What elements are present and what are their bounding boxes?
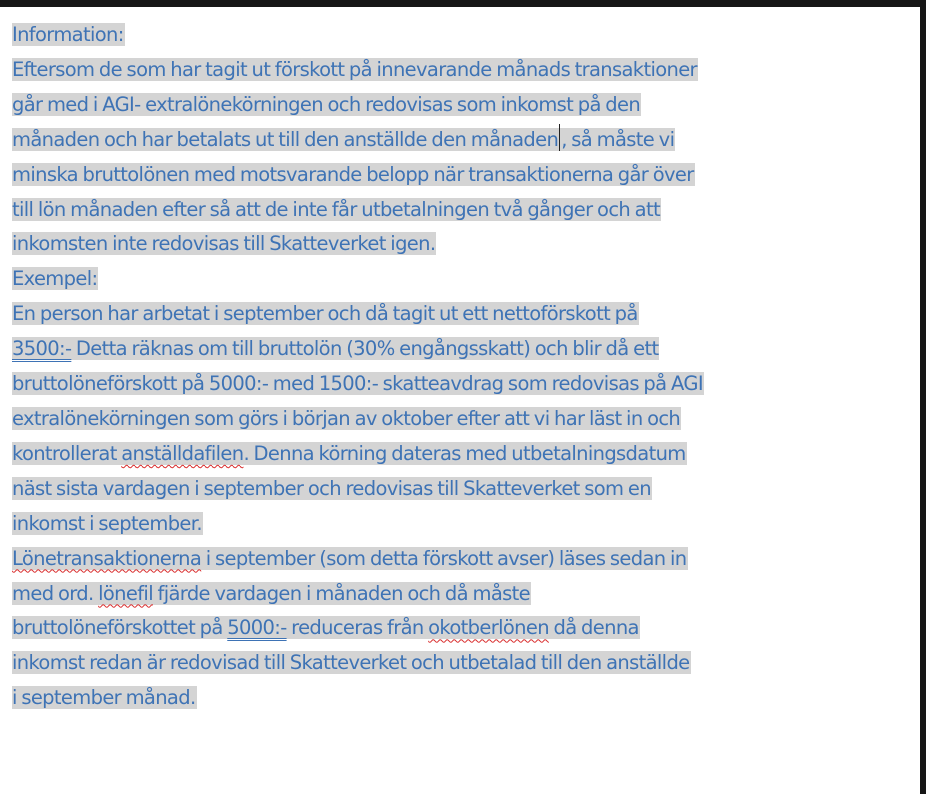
text-line[interactable]	[12, 193, 920, 228]
selection-highlight	[12, 93, 641, 116]
text-line[interactable]	[12, 542, 920, 577]
text-line[interactable]	[12, 507, 920, 542]
text-line[interactable]	[12, 297, 920, 332]
text-line[interactable]	[12, 227, 920, 262]
text-line[interactable]	[12, 262, 920, 297]
text-run: , så måste vi	[561, 127, 675, 151]
text-line[interactable]	[12, 332, 920, 367]
spelling-error-word: okotberlönen	[428, 616, 549, 640]
text-line[interactable]	[12, 18, 920, 53]
text-run: . Denna körning dateras med utbetalningsdatum	[243, 441, 686, 465]
text-line[interactable]	[12, 681, 920, 716]
selection-highlight	[12, 686, 197, 709]
text-run: månaden och har betalats ut till den anställde den månaden	[12, 127, 559, 151]
selection-highlight	[12, 651, 691, 674]
selection-highlight	[12, 372, 704, 395]
selection-highlight	[12, 267, 98, 290]
text-run: bruttolöneförskott på 5000:- med 1500:- skatteavdrag som redovisas på AGI	[12, 372, 703, 396]
spelling-error-word: Lönetransaktionerna	[12, 546, 202, 570]
text-run: extralönekörningen som görs i början av oktober efter att vi har läst in och	[12, 406, 681, 430]
text-line[interactable]	[12, 472, 920, 507]
text-run: med ord.	[12, 581, 99, 605]
spelling-error-word: lönefil	[98, 581, 153, 605]
text-line[interactable]	[12, 646, 920, 681]
selection-highlight	[12, 198, 661, 221]
selection-highlight	[12, 232, 436, 255]
text-line[interactable]	[12, 53, 920, 88]
selection-highlight	[12, 442, 687, 465]
selection-highlight	[12, 58, 698, 81]
text-run: Eftersom de som har tagit ut förskott på innevarande månads transaktioner	[12, 57, 697, 81]
text-run: går med i AGI- extralönekörningen och redovisas som inkomst på den	[12, 92, 641, 116]
text-run: i september månad.	[12, 686, 196, 710]
text-line[interactable]	[12, 367, 920, 402]
text-run: till lön månaden efter så att de inte får utbetalningen två gånger och att	[12, 197, 660, 221]
selection-highlight	[12, 23, 125, 46]
window-right-edge	[920, 0, 926, 794]
text-run: reduceras från	[286, 616, 429, 640]
text-run: då denna	[548, 616, 639, 640]
selection-highlight	[12, 547, 688, 570]
text-run: inkomsten inte redovisas till Skatteverket igen.	[12, 232, 436, 256]
document-body[interactable]	[12, 18, 920, 716]
text-run: i september (som detta förskott avser) läses sedan in	[201, 546, 687, 570]
text-line[interactable]	[12, 158, 920, 193]
text-run: inkomst redan är redovisad till Skatteverket och utbetalad till den anställde	[12, 651, 690, 675]
grammar-flag-word: 5000:-	[227, 616, 287, 640]
text-line[interactable]	[12, 437, 920, 472]
text-run: Detta räknas om till bruttolön (30% engångsskatt) och blir då ett	[71, 337, 659, 361]
text-run: minska bruttolönen med motsvarande belopp när transaktionerna går över	[12, 162, 694, 186]
text-run: fjärde vardagen i månaden och då måste	[152, 581, 531, 605]
selection-highlight	[12, 302, 639, 325]
text-line[interactable]	[12, 577, 920, 612]
text-line[interactable]	[12, 123, 920, 158]
text-line[interactable]	[12, 611, 920, 646]
text-run: Information:	[12, 23, 124, 46]
selection-highlight	[12, 407, 681, 430]
selection-highlight	[12, 128, 675, 151]
text-run: näst sista vardagen i september och redovisas till Skatteverket som en	[12, 476, 651, 500]
selection-highlight	[12, 616, 640, 639]
text-line[interactable]	[12, 88, 920, 123]
selection-highlight	[12, 582, 531, 605]
window-top-edge	[0, 0, 926, 7]
selection-highlight	[12, 512, 203, 535]
spelling-error-word: anställdafilen	[121, 441, 244, 465]
text-run: inkomst i september.	[12, 511, 202, 535]
selection-highlight	[12, 337, 659, 360]
selection-highlight	[12, 163, 695, 186]
text-run: Exempel:	[12, 267, 98, 291]
text-line[interactable]	[12, 402, 920, 437]
grammar-flag-word: 3500:-	[12, 337, 72, 361]
text-run: kontrollerat	[12, 441, 122, 465]
text-run: En person har arbetat i september och då tagit ut ett nettoförskott på	[12, 302, 638, 326]
text-run: bruttolöneförskottet på	[12, 616, 228, 640]
selection-highlight	[12, 477, 652, 500]
